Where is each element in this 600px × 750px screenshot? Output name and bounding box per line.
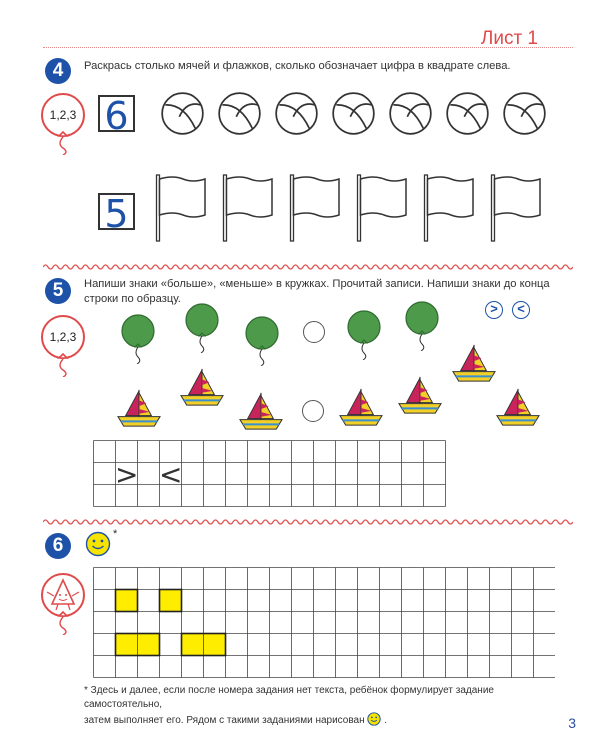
instruction-line: строки по образцу. bbox=[84, 293, 181, 305]
task-instruction: Раскрась столько мячей и флажков, сколько обозначает цифра в квадрате слева. bbox=[84, 60, 511, 72]
task-number-badge: 5 bbox=[45, 278, 71, 304]
digit-box: 5 bbox=[98, 193, 135, 230]
sailboat-icon bbox=[237, 390, 285, 432]
counting-balloon-badge bbox=[39, 90, 89, 155]
green-balloon-icon bbox=[184, 303, 220, 353]
flag-icon[interactable] bbox=[490, 173, 542, 243]
smiley-icon bbox=[367, 712, 381, 726]
flag-row bbox=[155, 173, 555, 245]
counting-balloon-badge bbox=[39, 312, 89, 377]
writing-grid[interactable] bbox=[93, 440, 446, 507]
green-balloon-icon bbox=[120, 314, 156, 364]
green-balloon-icon bbox=[244, 316, 280, 366]
sailboat-icon bbox=[450, 342, 498, 384]
sample-greater-sign: > bbox=[485, 301, 503, 319]
ball-icon[interactable] bbox=[502, 91, 547, 136]
section-divider bbox=[43, 262, 573, 272]
task-number-badge: 6 bbox=[45, 533, 71, 559]
sailboat-icon bbox=[115, 387, 163, 429]
flag-icon[interactable] bbox=[155, 173, 207, 243]
sheet-title: Лист 1 bbox=[480, 28, 538, 49]
flag-icon[interactable] bbox=[356, 173, 408, 243]
sample-less-sign: < bbox=[512, 301, 530, 319]
ball-icon[interactable] bbox=[331, 91, 376, 136]
ball-icon[interactable] bbox=[274, 91, 319, 136]
comparison-circle[interactable] bbox=[303, 321, 325, 343]
footnote bbox=[84, 684, 554, 728]
sailboat-icon bbox=[494, 386, 542, 428]
footnote-line: * Здесь и далее, если после номера задания нет текста, ребёнок формулирует задание самостоятельно, bbox=[84, 685, 494, 710]
section-divider bbox=[43, 517, 573, 527]
pattern-grid[interactable] bbox=[93, 567, 555, 678]
ball-icon[interactable] bbox=[445, 91, 490, 136]
grid-sign: > bbox=[115, 458, 139, 491]
ball-row bbox=[160, 91, 560, 139]
smiley-icon bbox=[85, 531, 111, 557]
ball-icon[interactable] bbox=[160, 91, 205, 136]
sailboat-icon bbox=[396, 374, 444, 416]
filled-cell-block bbox=[116, 590, 138, 612]
flag-icon[interactable] bbox=[423, 173, 475, 243]
shapes-balloon-badge bbox=[39, 570, 89, 635]
task-number-badge: 4 bbox=[45, 58, 71, 84]
ball-icon[interactable] bbox=[217, 91, 262, 136]
ball-icon[interactable] bbox=[388, 91, 433, 136]
flag-icon[interactable] bbox=[222, 173, 274, 243]
footnote-text: затем выполняет его. Рядом с такими заданиями нарисован bbox=[84, 715, 365, 726]
green-balloon-icon bbox=[404, 301, 440, 351]
page-number: 3 bbox=[568, 715, 576, 731]
task-instruction bbox=[84, 277, 584, 307]
grid-sign: < bbox=[159, 458, 183, 491]
instruction-line: Напиши знаки «больше», «меньше» в кружках. Прочитай записи. Напиши знаки до конца bbox=[84, 278, 550, 290]
footnote-line: затем выполняет его. Рядом с такими заданиями нарисован . bbox=[84, 712, 554, 728]
filled-cell-block bbox=[160, 590, 182, 612]
header-rule bbox=[43, 47, 573, 49]
sailboat-icon bbox=[337, 386, 385, 428]
comparison-circle[interactable] bbox=[302, 400, 324, 422]
digit-box: 6 bbox=[98, 95, 135, 132]
flag-icon[interactable] bbox=[289, 173, 341, 243]
asterisk-mark: * bbox=[113, 528, 118, 540]
sailboat-icon bbox=[178, 366, 226, 408]
badge-text: 1,2,3 bbox=[49, 330, 77, 344]
badge-text: 1,2,3 bbox=[49, 108, 77, 122]
green-balloon-icon bbox=[346, 310, 382, 360]
